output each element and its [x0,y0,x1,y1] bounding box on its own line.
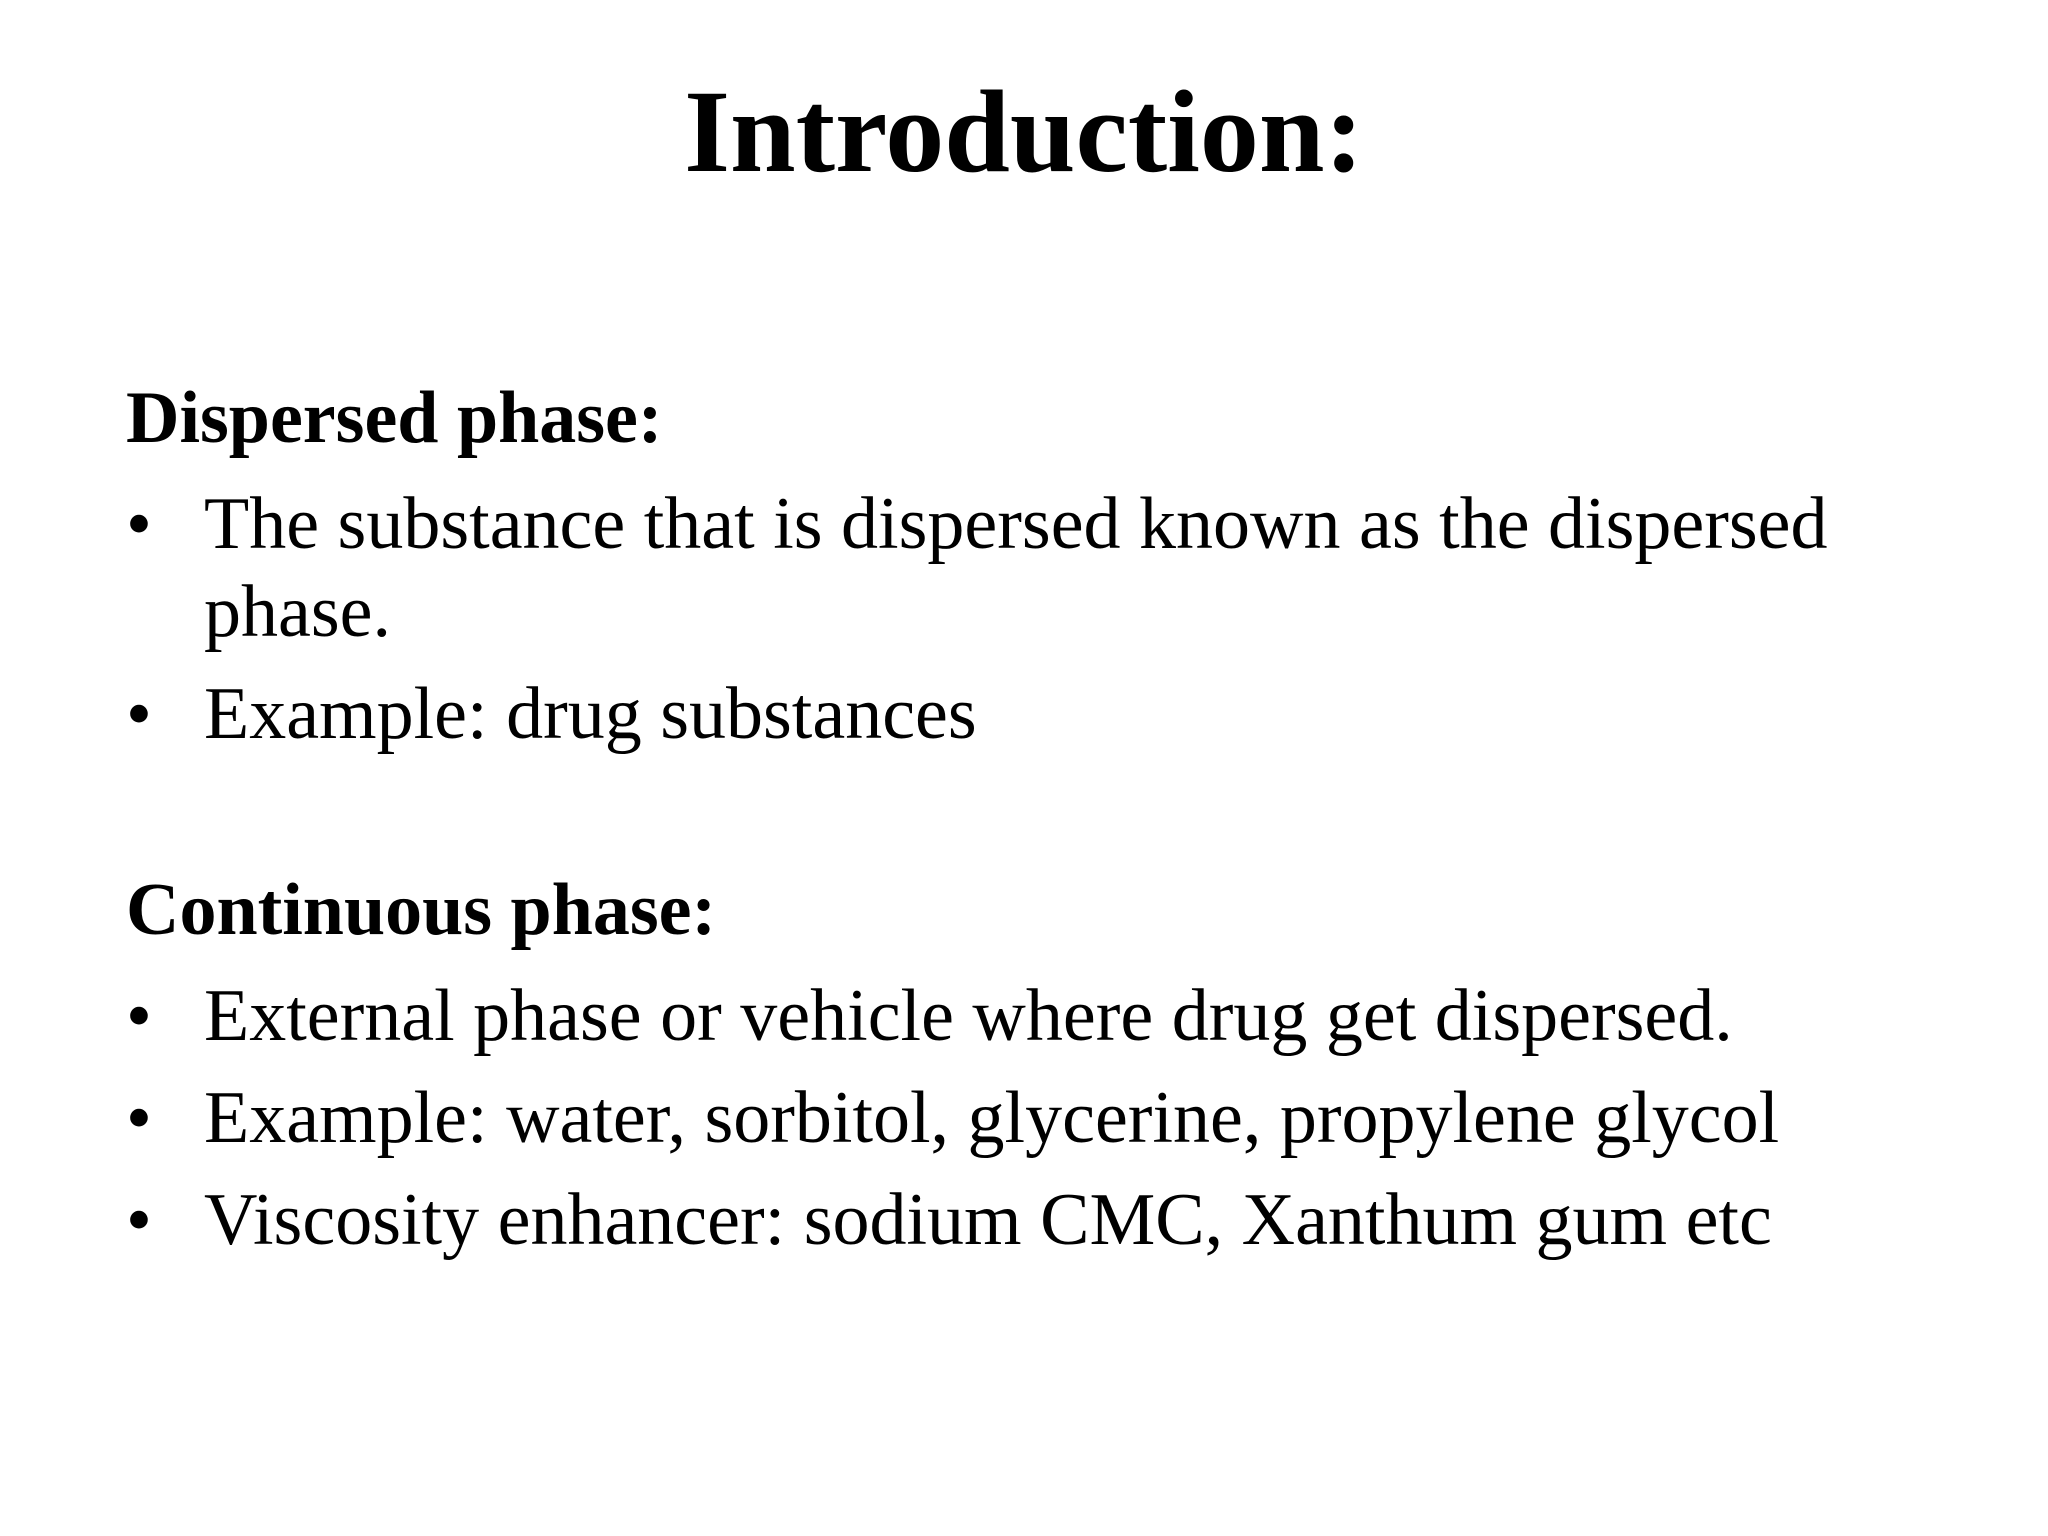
bullet-list [126,972,1946,1264]
bullet-text: Example: drug substances [204,673,977,755]
bullet-list [126,480,1946,758]
bullet-icon: • [126,483,152,565]
bullet-icon: • [126,1179,152,1261]
bullet-item [126,1176,1946,1264]
bullet-icon: • [126,1077,152,1159]
bullet-text: Viscosity enhancer: sodium CMC, Xanthum gum etc [204,1179,1772,1261]
section-continuous-phase [126,862,1946,1264]
section-heading: Dispersed phase: [126,377,663,459]
bullet-item [126,480,1946,656]
bullet-text: Example: water, sorbitol, glycerine, propylene glycol [204,1077,1780,1159]
bullet-item [126,1074,1946,1162]
bullet-icon: • [126,673,152,755]
section-heading: Continuous phase: [126,869,717,951]
slide-title: Introduction: [684,66,1364,197]
section-dispersed-phase [126,370,1946,758]
bullet-icon: • [126,975,152,1057]
bullet-item [126,972,1946,1060]
bullet-item [126,670,1946,758]
bullet-text: External phase or vehicle where drug get dispersed. [204,975,1733,1057]
bullet-text: The substance that is dispersed known as the dispersed phase. [204,483,1828,653]
